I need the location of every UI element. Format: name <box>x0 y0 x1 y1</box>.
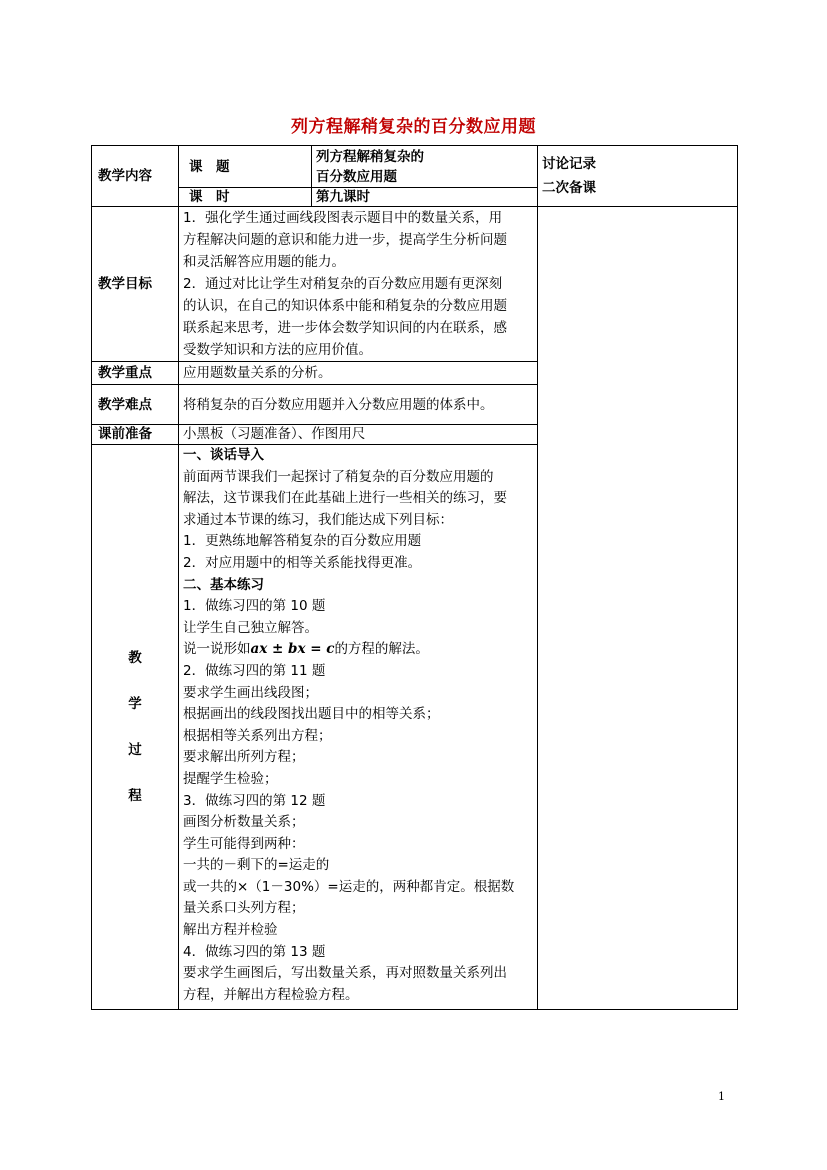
exercise-line: 解出方程并检验 <box>183 922 278 939</box>
goals-line: 联系起来思考，进一步体会数学知识间的内在联系，感 <box>183 320 507 336</box>
exercise-line: 学生可能得到两种： <box>183 835 305 852</box>
preparation-label: 课前准备 <box>92 425 179 445</box>
exercise-line: 让学生自己独立解答。 <box>183 619 318 636</box>
exercise-line: 根据相等关系列出方程； <box>183 727 332 744</box>
second-prep-label: 二次备课 <box>542 180 596 196</box>
exercise-line: 根据画出的线段图找出题目中的相等关系； <box>183 706 440 723</box>
exercise-line: 1．做练习四的第 10 题 <box>183 598 326 615</box>
process-label-char: 程 <box>128 788 142 804</box>
intro-line: 求通过本节课的练习，我们能达成下列目标： <box>183 511 453 528</box>
topic-value-line-1: 列方程解稍复杂的 <box>316 148 424 165</box>
exercise-line: 要求学生画图后，写出数量关系，再对照数量关系列出 <box>183 965 507 982</box>
exercise-line: 2．做练习四的第 11 题 <box>183 662 326 679</box>
topic-value <box>312 146 538 188</box>
document-title: 列方程解稍复杂的百分数应用题 <box>291 117 536 137</box>
section-title: 二、基本练习 <box>183 576 264 593</box>
difficulty-label: 教学难点 <box>92 385 179 425</box>
intro-line: 2．对应用题中的相等关系能找得更准。 <box>183 554 422 571</box>
exercise-line: 量关系口头列方程； <box>183 900 305 917</box>
difficulty-value: 将稍复杂的百分数应用题并入分数应用题的体系中。 <box>179 385 538 425</box>
exercise-line: 提醒学生检验； <box>183 770 278 787</box>
topic-label: 课 题 <box>179 146 312 188</box>
exercise-line: 3．做练习四的第 12 题 <box>183 792 326 809</box>
goals-content <box>179 207 538 362</box>
lesson-plan-table <box>91 145 738 1010</box>
preparation-value: 小黑板（习题准备）、作图用尺 <box>179 425 538 445</box>
key-point-value: 应用题数量关系的分析。 <box>179 362 538 385</box>
goals-line: 1．强化学生通过画线段图表示题目中的数量关系，用 <box>183 210 503 226</box>
formula: ax ± bx = c <box>250 641 335 658</box>
formula-line <box>183 639 533 661</box>
process-content <box>179 445 538 1010</box>
section-title: 一、谈话导入 <box>183 447 264 463</box>
process-label <box>92 445 179 1010</box>
goals-line: 2．通过对比让学生对稍复杂的百分数应用题有更深刻 <box>183 276 503 292</box>
process-label-char: 过 <box>128 742 142 758</box>
goals-line: 受数学知识和方法的应用价值。 <box>183 342 372 358</box>
key-point-label: 教学重点 <box>92 362 179 385</box>
goals-line: 方程解决问题的意识和能力进一步，提高学生分析问题 <box>183 232 507 248</box>
exercise-line: 画图分析数量关系； <box>183 814 305 831</box>
intro-line: 前面两节课我们一起探讨了稍复杂的百分数应用题的 <box>183 468 494 485</box>
formula-suffix: 的方程的解法。 <box>334 641 429 658</box>
exercise-line: 要求学生画出线段图； <box>183 684 318 701</box>
process-label-char: 教 <box>128 650 142 666</box>
intro-line: 解法，这节课我们在此基础上进行一些相关的练习，要 <box>183 490 507 507</box>
goals-line: 和灵活解答应用题的能力。 <box>183 254 345 270</box>
discussion-notes-area <box>538 207 738 1010</box>
exercise-line: 方程，并解出方程检验方程。 <box>183 986 359 1003</box>
formula-prefix: 说一说形如 <box>183 641 251 658</box>
content-label: 教学内容 <box>92 146 179 207</box>
exercise-line: 一共的－剩下的=运走的 <box>183 857 330 874</box>
period-label: 课 时 <box>179 188 312 207</box>
goals-label: 教学目标 <box>92 207 179 362</box>
exercise-line: 4．做练习四的第 13 题 <box>183 943 326 960</box>
goals-line: 的认识，在自己的知识体系中能和稍复杂的分数应用题 <box>183 298 507 314</box>
process-label-char: 学 <box>128 696 142 712</box>
exercise-line: 或一共的×（1－30%）=运走的，两种都肯定。根据数 <box>183 878 515 895</box>
page-number: 1 <box>718 1090 725 1103</box>
discussion-label: 讨论记录 <box>542 156 596 172</box>
intro-line: 1．更熟练地解答稍复杂的百分数应用题 <box>183 533 422 550</box>
topic-value-line-2: 百分数应用题 <box>316 168 397 185</box>
period-value: 第九课时 <box>312 188 538 207</box>
discussion-cell <box>538 146 738 207</box>
exercise-line: 要求解出所列方程； <box>183 749 305 766</box>
